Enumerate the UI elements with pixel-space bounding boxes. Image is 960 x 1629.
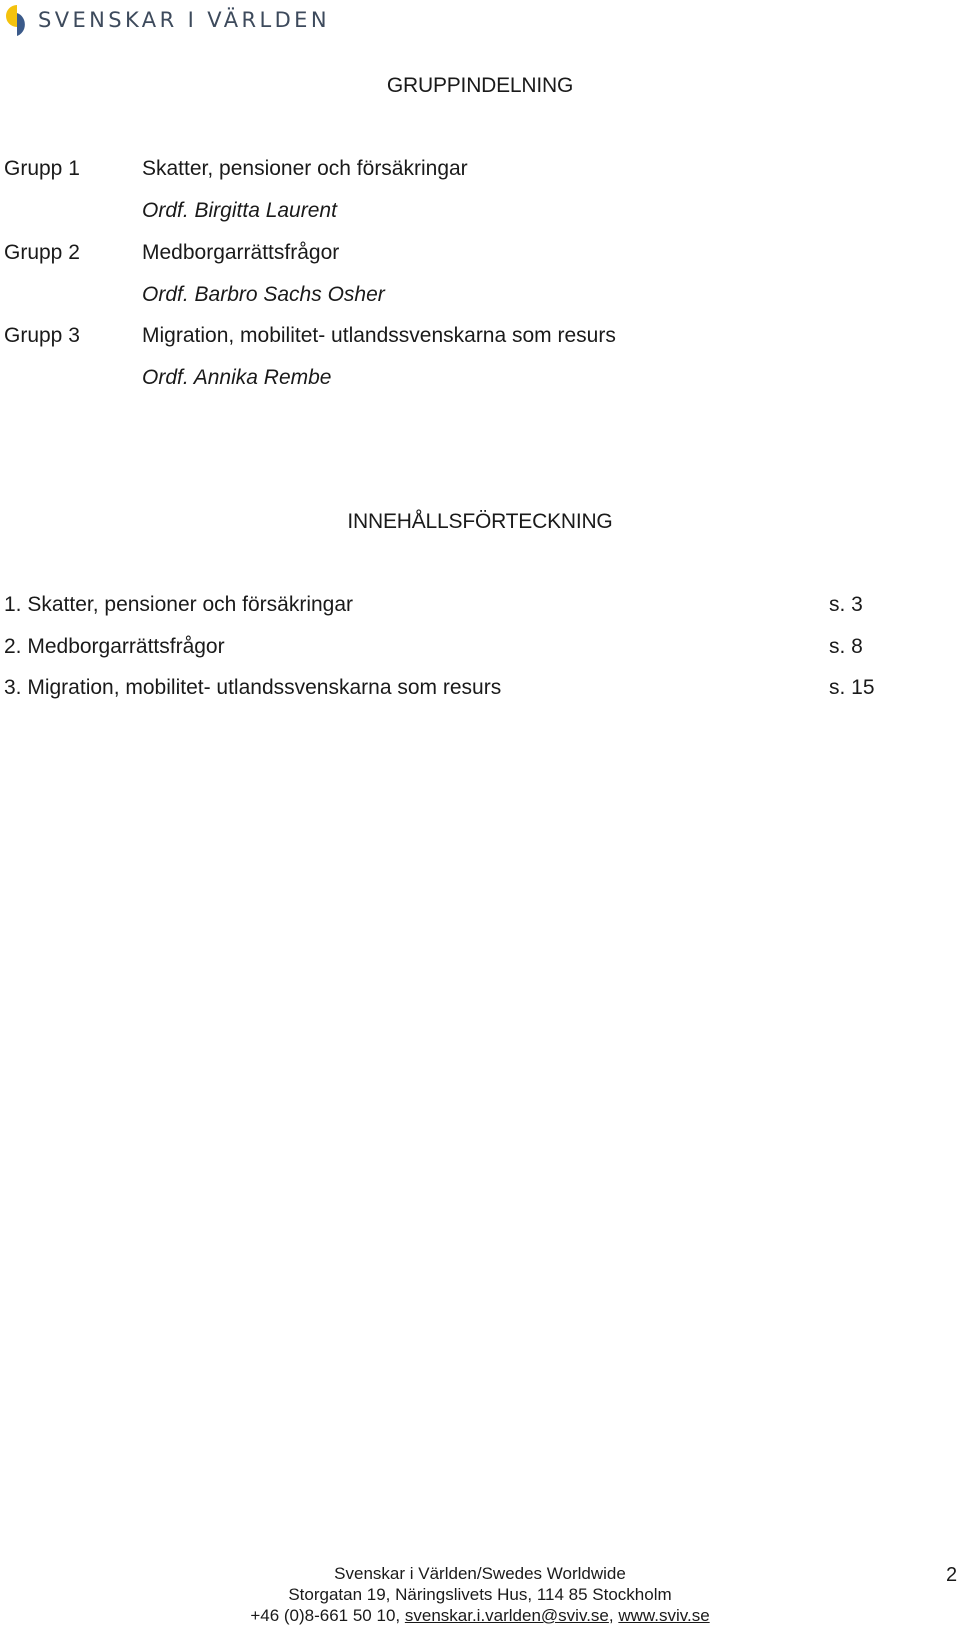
group-topic: Migration, mobilitet- utlandssvenskarna som resurs bbox=[142, 324, 616, 347]
toc-entry-page: s. 8 bbox=[829, 635, 863, 658]
toc-entry-page: s. 15 bbox=[829, 676, 875, 699]
toc-entry-title: 2. Medborgarrättsfrågor bbox=[4, 635, 225, 658]
group-chair: Ordf. Birgitta Laurent bbox=[142, 199, 337, 222]
footer-email-link[interactable]: svenskar.i.varlden@sviv.se bbox=[404, 1606, 609, 1625]
logo-emblem-icon bbox=[4, 3, 30, 37]
group-chair: Ordf. Annika Rembe bbox=[142, 366, 332, 389]
toc-entry-title: 1. Skatter, pensioner och försäkringar bbox=[4, 593, 354, 616]
group-topic: Medborgarrättsfrågor bbox=[142, 241, 340, 264]
group-label: Grupp 2 bbox=[4, 241, 80, 264]
footer-separator: , bbox=[608, 1606, 614, 1625]
groups-heading: GRUPPINDELNING bbox=[386, 74, 574, 97]
footer-address: Storgatan 19, Näringslivets Hus, 114 85 Stockholm bbox=[288, 1585, 672, 1604]
footer-org: Svenskar i Världen/Swedes Worldwide bbox=[334, 1564, 626, 1583]
footer-phone: +46 (0)8-661 50 10, bbox=[250, 1606, 401, 1625]
logo-text: SVENSKAR I VÄRLDEN bbox=[38, 8, 330, 32]
footer-web-link[interactable]: www.sviv.se bbox=[618, 1606, 710, 1625]
group-label: Grupp 3 bbox=[4, 324, 80, 347]
page-number: 2 bbox=[946, 1564, 958, 1586]
logo bbox=[4, 2, 330, 38]
footer-contact bbox=[0, 1606, 960, 1626]
group-chair: Ordf. Barbro Sachs Osher bbox=[142, 283, 385, 306]
group-label: Grupp 1 bbox=[4, 157, 80, 180]
toc-entry-page: s. 3 bbox=[829, 593, 863, 616]
toc-heading: INNEHÅLLSFÖRTECKNING bbox=[347, 510, 613, 533]
toc-entry-title: 3. Migration, mobilitet- utlandssvenskarna som resurs bbox=[4, 676, 502, 699]
group-topic: Skatter, pensioner och försäkringar bbox=[142, 157, 468, 180]
